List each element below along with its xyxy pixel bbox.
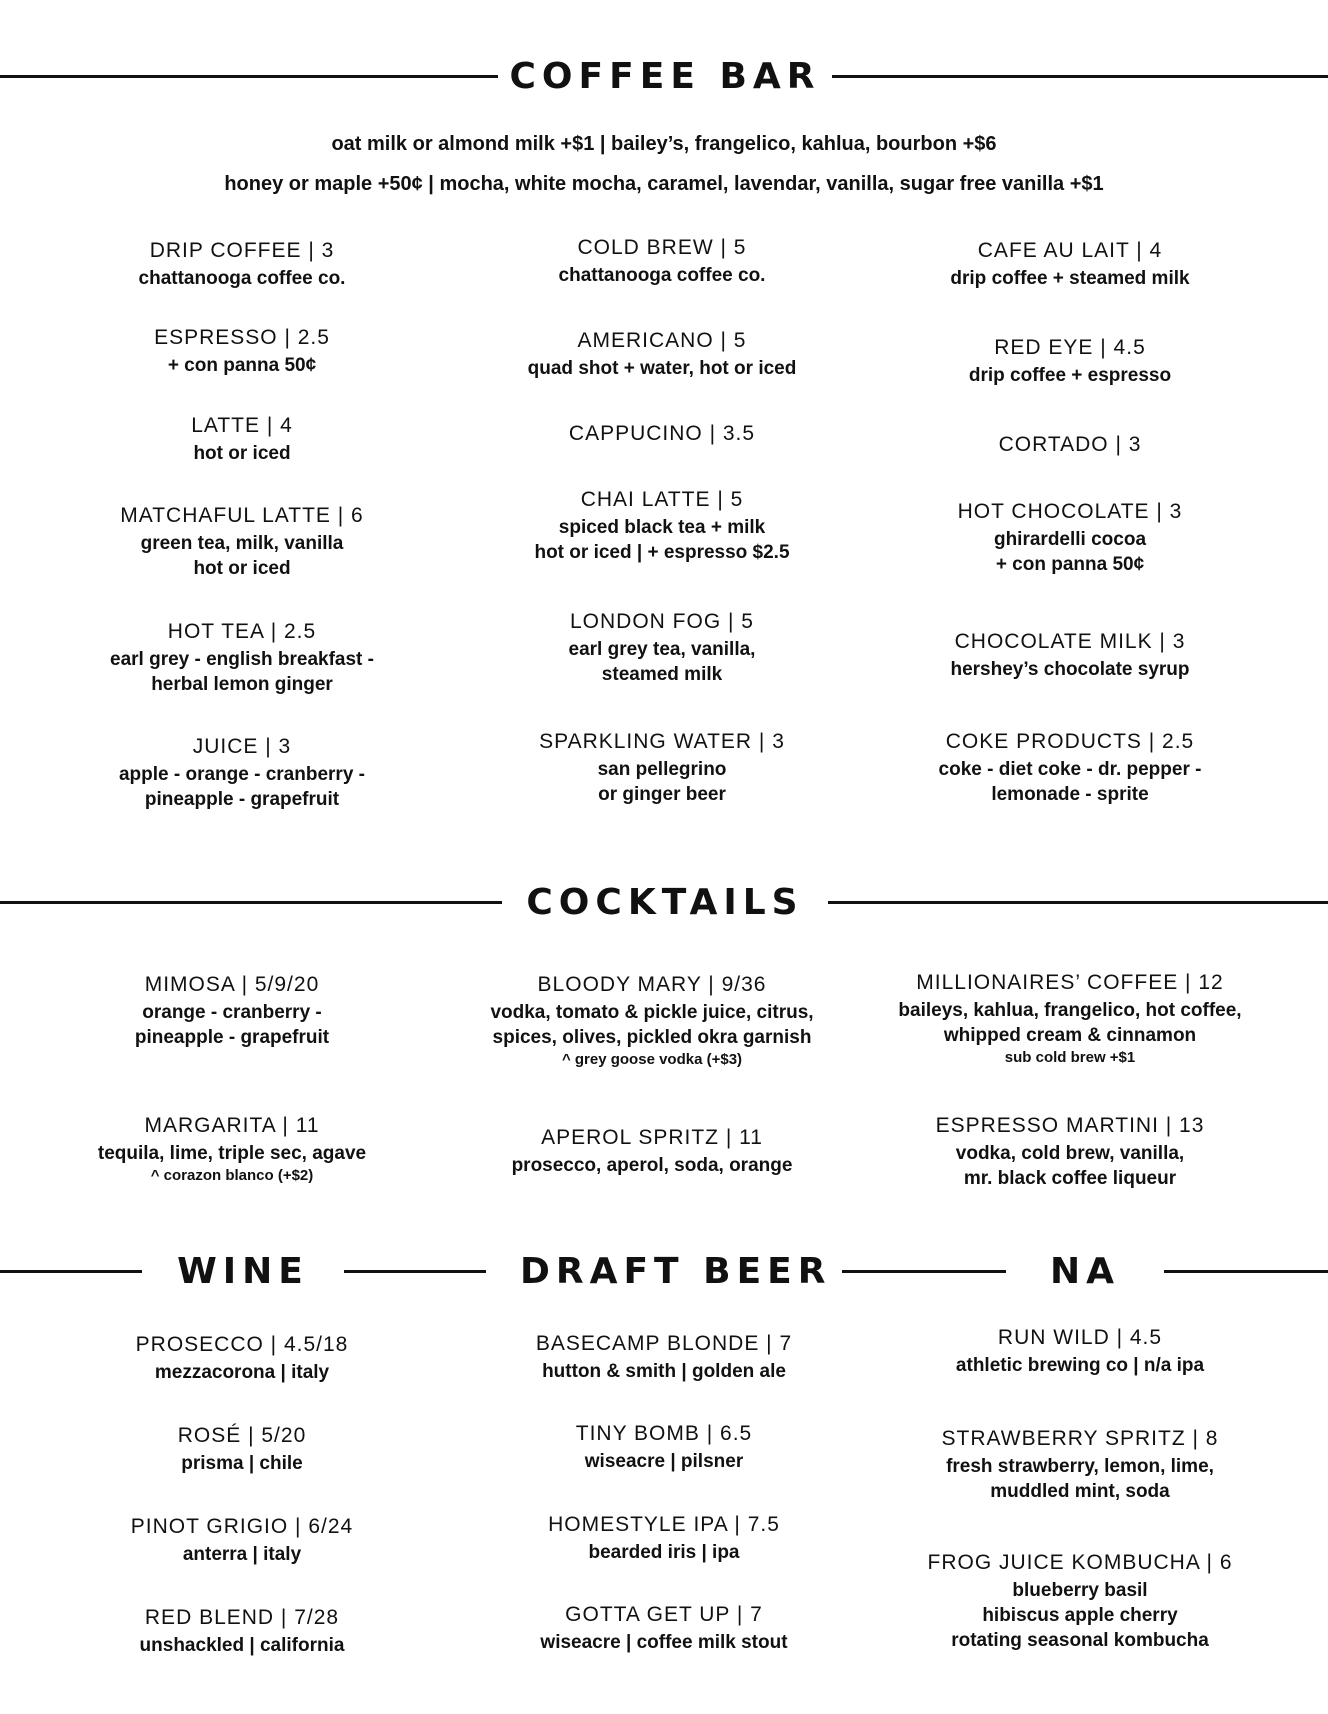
na-header [842, 1241, 1328, 1301]
item-name: CAFE AU LAIT | 4 [977, 239, 1163, 262]
item-description: steamed milk [601, 664, 723, 685]
item-name: APEROL SPRITZ | 11 [541, 1126, 763, 1149]
menu-item [32, 617, 452, 697]
item-description: earl grey - english breakfast - [110, 649, 374, 670]
menu-item [860, 497, 1280, 577]
item-description: hot or iced [193, 443, 291, 464]
item-description: pineapple - grapefruit [144, 789, 340, 810]
item-description: fresh strawberry, lemon, lime, [946, 1456, 1214, 1477]
item-name: MILLIONAIRES’ COFFEE | 12 [916, 971, 1224, 994]
coffee-modifiers [0, 124, 1328, 204]
item-description: athletic brewing co | n/a ipa [955, 1355, 1205, 1376]
divider-line [842, 1270, 1006, 1273]
item-description: spices, olives, pickled okra garnish [492, 1027, 812, 1048]
item-name: CAPPUCINO | 3.5 [568, 422, 756, 445]
menu-item [452, 727, 872, 807]
menu-item [32, 1603, 452, 1658]
item-description: hot or iced | + espresso $2.5 [534, 542, 790, 563]
item-name: DRIP COFFEE | 3 [149, 239, 335, 262]
menu-item [32, 1330, 452, 1385]
item-name: CORTADO | 3 [998, 433, 1142, 456]
item-description: mr. black coffee liqueur [963, 1168, 1177, 1189]
menu-item [860, 727, 1280, 807]
menu-item [860, 1111, 1280, 1191]
menu-item [454, 1600, 874, 1655]
item-description: anterra | italy [182, 1544, 302, 1565]
item-name: SPARKLING WATER | 3 [539, 730, 785, 753]
menu-item [454, 1419, 874, 1474]
item-name: LATTE | 4 [191, 414, 293, 437]
item-description: chattanooga coffee co. [138, 268, 346, 289]
item-description: lemonade - sprite [991, 784, 1149, 805]
divider-line [1164, 1270, 1328, 1273]
item-name: STRAWBERRY SPRITZ | 8 [941, 1427, 1219, 1450]
section-title-cocktails: COCKTAILS [526, 881, 804, 923]
item-name: ESPRESSO | 2.5 [154, 326, 330, 349]
item-description: coke - diet coke - dr. pepper - [938, 759, 1202, 780]
menu-item [452, 419, 872, 449]
section-title-na: NA [1050, 1250, 1120, 1292]
item-description: blueberry basil [1012, 1580, 1148, 1601]
item-name: COLD BREW | 5 [577, 236, 747, 259]
item-name: PROSECCO | 4.5/18 [135, 1333, 349, 1356]
menu-item [32, 236, 452, 291]
item-description: hershey’s chocolate syrup [950, 659, 1190, 680]
item-name: CHOCOLATE MILK | 3 [954, 630, 1186, 653]
item-description: tequila, lime, triple sec, agave [97, 1143, 367, 1164]
divider-line [344, 1270, 486, 1273]
item-description: spiced black tea + milk [558, 517, 766, 538]
item-description: prisma | chile [181, 1453, 303, 1474]
menu-item [442, 970, 862, 1070]
item-description: orange - cranberry - [142, 1002, 322, 1023]
item-name: JUICE | 3 [192, 735, 292, 758]
item-name: BASECAMP BLONDE | 7 [535, 1332, 793, 1355]
item-name: AMERICANO | 5 [577, 329, 747, 352]
modifier-line: oat milk or almond milk +$1 | bailey’s, frangelico, kahlua, bourbon +$6 [331, 133, 997, 155]
section-title-draft-beer: DRAFT BEER [520, 1250, 832, 1292]
item-name: HOMESTYLE IPA | 7.5 [548, 1513, 780, 1536]
item-description: green tea, milk, vanilla [140, 533, 344, 554]
item-description: baileys, kahlua, frangelico, hot coffee, [898, 1000, 1242, 1021]
menu-item [870, 1548, 1290, 1653]
item-name: ESPRESSO MARTINI | 13 [935, 1114, 1205, 1137]
item-name: HOT CHOCOLATE | 3 [957, 500, 1183, 523]
menu-item [32, 732, 452, 812]
item-description: vodka, tomato & pickle juice, citrus, [490, 1002, 814, 1023]
item-name: RUN WILD | 4.5 [997, 1326, 1163, 1349]
item-description: hutton & smith | golden ale [542, 1361, 786, 1382]
item-description: ghirardelli cocoa [993, 529, 1147, 550]
menu-item [860, 430, 1280, 460]
item-description: hot or iced [193, 558, 291, 579]
item-description: + con panna 50¢ [995, 554, 1145, 575]
item-name: MARGARITA | 11 [144, 1114, 320, 1137]
menu-item [454, 1510, 874, 1565]
menu-item [860, 968, 1280, 1068]
menu-item [860, 236, 1280, 291]
menu-item [870, 1323, 1290, 1378]
menu-item [860, 627, 1280, 682]
item-name: RED EYE | 4.5 [994, 336, 1146, 359]
item-note: ^ corazon blanco (+$2) [150, 1167, 314, 1184]
item-name: RED BLEND | 7/28 [144, 1606, 340, 1629]
item-description: or ginger beer [598, 784, 726, 805]
cocktails-header [0, 872, 1328, 932]
item-name: CHAI LATTE | 5 [580, 488, 744, 511]
item-description: hibiscus apple cherry [982, 1605, 1178, 1626]
item-description: wiseacre | coffee milk stout [540, 1632, 788, 1653]
menu-item [452, 233, 872, 288]
item-description: san pellegrino [597, 759, 727, 780]
item-description: bearded iris | ipa [588, 1542, 740, 1563]
menu-item [32, 1512, 452, 1567]
item-description: drip coffee + espresso [968, 365, 1172, 386]
menu-item [22, 970, 442, 1050]
item-name: ROSÉ | 5/20 [177, 1424, 307, 1447]
menu-item [870, 1424, 1290, 1504]
item-description: + con panna 50¢ [167, 355, 317, 376]
menu-item [32, 501, 452, 581]
item-description: apple - orange - cranberry - [118, 764, 365, 785]
item-name: MIMOSA | 5/9/20 [144, 973, 320, 996]
divider-line [828, 901, 1328, 904]
item-note: sub cold brew +$1 [1004, 1049, 1136, 1066]
item-note: ^ grey goose vodka (+$3) [561, 1051, 743, 1068]
menu-item [860, 333, 1280, 388]
item-description: rotating seasonal kombucha [951, 1630, 1209, 1651]
divider-line [0, 1270, 142, 1273]
menu-item [452, 326, 872, 381]
draft-beer-header [520, 1241, 832, 1301]
menu-item [452, 607, 872, 687]
section-title-coffee-bar: COFFEE BAR [509, 55, 821, 97]
item-name: MATCHAFUL LATTE | 6 [120, 504, 364, 527]
item-name: HOT TEA | 2.5 [167, 620, 317, 643]
item-description: prosecco, aperol, soda, orange [511, 1155, 793, 1176]
menu-item [454, 1329, 874, 1384]
item-description: quad shot + water, hot or iced [527, 358, 797, 379]
item-description: mezzacorona | italy [154, 1362, 330, 1383]
item-description: vodka, cold brew, vanilla, [955, 1143, 1185, 1164]
divider-line [0, 75, 498, 78]
divider-line [0, 901, 502, 904]
item-description: muddled mint, soda [990, 1481, 1170, 1502]
menu-item [442, 1123, 862, 1178]
wine-header [0, 1241, 486, 1301]
item-name: BLOODY MARY | 9/36 [537, 973, 767, 996]
item-name: COKE PRODUCTS | 2.5 [945, 730, 1195, 753]
item-description: earl grey tea, vanilla, [568, 639, 756, 660]
modifier-line: honey or maple +50¢ | mocha, white mocha, caramel, lavendar, vanilla, sugar free vanilla +$1 [224, 173, 1104, 195]
item-name: PINOT GRIGIO | 6/24 [130, 1515, 354, 1538]
item-name: LONDON FOG | 5 [570, 610, 754, 633]
section-title-wine: WINE [177, 1250, 309, 1292]
item-name: FROG JUICE KOMBUCHA | 6 [927, 1551, 1233, 1574]
item-description: wiseacre | pilsner [584, 1451, 744, 1472]
item-description: herbal lemon ginger [151, 674, 333, 695]
item-description: pineapple - grapefruit [134, 1027, 330, 1048]
item-description: drip coffee + steamed milk [950, 268, 1190, 289]
menu-item [22, 1111, 442, 1186]
menu-item [32, 1421, 452, 1476]
menu-item [452, 485, 872, 565]
item-description: chattanooga coffee co. [558, 265, 766, 286]
divider-line [832, 75, 1328, 78]
item-description: unshackled | california [139, 1635, 345, 1656]
menu-item [32, 411, 452, 466]
item-name: TINY BOMB | 6.5 [575, 1422, 753, 1445]
item-name: GOTTA GET UP | 7 [565, 1603, 763, 1626]
item-description: whipped cream & cinnamon [943, 1025, 1197, 1046]
coffee-bar-header [0, 46, 1328, 106]
menu-item [32, 323, 452, 378]
